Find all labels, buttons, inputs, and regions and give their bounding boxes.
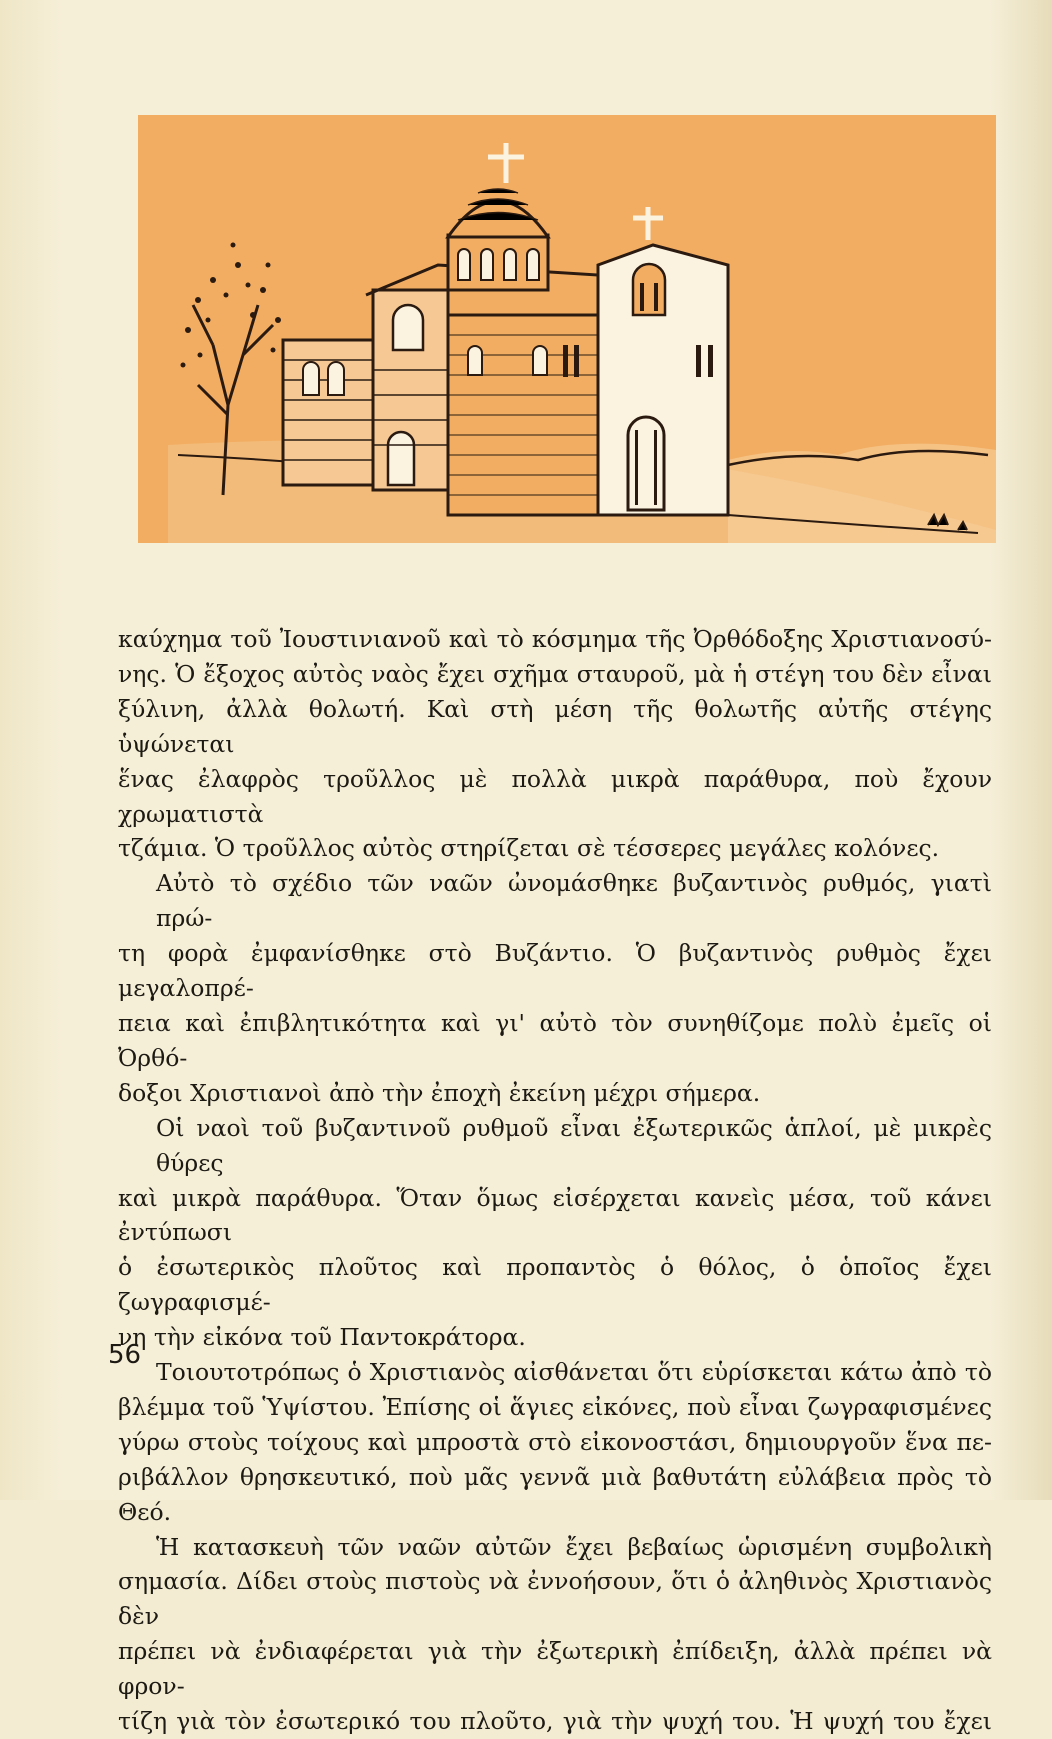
paragraph-2 xyxy=(118,866,992,1110)
text-line: Αὐτὸ τὸ σχέδιο τῶν ναῶν ὠνομάσθηκε βυζαντινὸς ρυθμός, γιατὶ πρώ- xyxy=(156,869,992,933)
text-line: γύρω στοὺς τοίχους καὶ μπροστὰ στὸ εἰκονοστάσι, δημιουργοῦν ἕνα πε- xyxy=(118,1427,992,1456)
paragraph-4 xyxy=(118,1355,992,1530)
text-line: βλέμμα τοῦ Ὑψίστου. Ἐπίσης οἱ ἅγιες εἰκόνες, ποὺ εἶναι ζωγραφισμένες xyxy=(118,1392,992,1421)
paragraph-5 xyxy=(118,1530,992,1739)
paragraph-1 xyxy=(118,622,992,866)
text-line: σημασία. Δίδει στοὺς πιστοὺς νὰ ἐννοήσουν, ὅτι ὁ ἀληθινὸς Χριστιανὸς δὲν xyxy=(118,1567,992,1631)
text-line: Ἡ κατασκευὴ τῶν ναῶν αὐτῶν ἔχει βεβαίως ὡρισμένη συμβολικὴ xyxy=(156,1532,992,1561)
text-line: καύχημα τοῦ Ἰουστινιανοῦ καὶ τὸ κόσμημα τῆς Ὀρθόδοξης Χριστιανοσύ- xyxy=(118,625,992,653)
text-line: νη τὴν εἰκόνα τοῦ Παντοκράτορα. xyxy=(118,1323,526,1352)
byzantine-church-icon xyxy=(138,115,996,543)
text-line: πρέπει νὰ ἐνδιαφέρεται γιὰ τὴν ἐξωτερικὴ ἐπίδειξη, ἀλλὰ πρέπει νὰ φρον- xyxy=(118,1637,992,1701)
text-line: ξύλινη, ἀλλὰ θολωτή. Καὶ στὴ μέση τῆς θολωτῆς αὐτῆς στέγης ὑψώνεται xyxy=(118,694,992,758)
body-text xyxy=(118,622,992,1739)
text-line: τη φορὰ ἐμφανίσθηκε στὸ Βυζάντιο. Ὁ βυζαντινὸς ρυθμὸς ἔχει μεγαλοπρέ- xyxy=(118,939,992,1003)
text-line: Τοιουτοτρόπως ὁ Χριστιανὸς αἰσθάνεται ὅτι εὑρίσκεται κάτω ἀπὸ τὸ xyxy=(156,1358,992,1387)
text-line: ὁ ἐσωτερικὸς πλοῦτος καὶ προπαντὸς ὁ θόλος, ὁ ὁποῖος ἔχει ζωγραφισμέ- xyxy=(118,1253,992,1317)
page-number: 56 xyxy=(108,1340,142,1370)
text-line: ριβάλλον θρησκευτικό, ποὺ μᾶς γεννᾶ μιὰ βαθυτάτη εὐλάβεια πρὸς τὸ Θεό. xyxy=(118,1462,992,1526)
church-illustration xyxy=(138,115,996,543)
text-line: τζάμια. Ὁ τροῦλλος αὐτὸς στηρίζεται σὲ τέσσερες μεγάλες κολόνες. xyxy=(118,834,940,863)
text-line: δοξοι Χριστιανοὶ ἀπὸ τὴν ἐποχὴ ἐκείνη μέχρι σήμερα. xyxy=(118,1078,761,1107)
text-line: καὶ μικρὰ παράθυρα. Ὅταν ὅμως εἰσέρχεται κανεὶς μέσα, τοῦ κάνει ἐντύπωσι xyxy=(118,1183,992,1247)
text-line: πεια καὶ ἐπιβλητικότητα καὶ γι' αὐτὸ τὸν συνηθίζομε πολὺ ἐμεῖς οἱ Ὀρθό- xyxy=(118,1008,992,1072)
text-line: Οἱ ναοὶ τοῦ βυζαντινοῦ ρυθμοῦ εἶναι ἐξωτερικῶς ἁπλοί, μὲ μικρὲς θύρες xyxy=(156,1113,992,1177)
text-line: ἕνας ἐλαφρὸς τροῦλλος μὲ πολλὰ μικρὰ παράθυρα, ποὺ ἔχουν χρωματιστὰ xyxy=(118,764,992,828)
paragraph-3 xyxy=(118,1111,992,1355)
text-line: τίζη γιὰ τὸν ἐσωτερικό του πλοῦτο, γιὰ τὴν ψυχή του. Ἡ ψυχή του ἔχει xyxy=(118,1707,992,1736)
text-line: νης. Ὁ ἔξοχος αὐτὸς ναὸς ἔχει σχῆμα σταυροῦ, μὰ ἡ στέγη του δὲν εἶναι xyxy=(118,659,992,688)
